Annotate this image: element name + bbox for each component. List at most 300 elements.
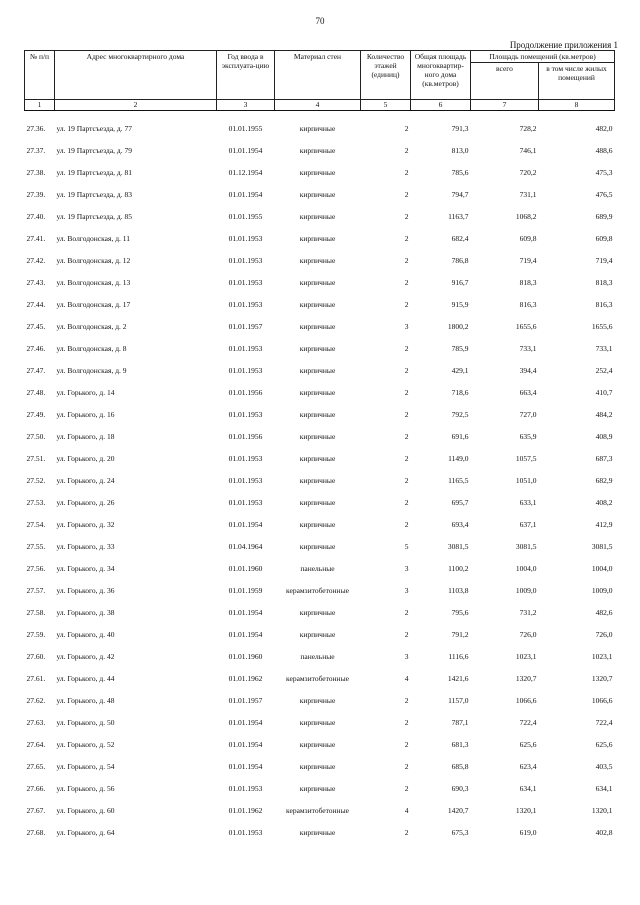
row-total-area: 675,3: [451, 828, 469, 837]
row-premises-total: 633,1: [519, 498, 537, 507]
table-row: [25, 551, 615, 573]
row-address: ул. Горького, д. 34: [56, 564, 115, 573]
row-address: ул. Горького, д. 20: [56, 454, 115, 463]
row-floors: 2: [404, 124, 409, 133]
row-floors: 4: [404, 806, 409, 815]
row-premises-total: 728,2: [519, 124, 537, 133]
row-commission-date: 01.01.1955: [228, 212, 263, 221]
row-premises-total: 1655,6: [515, 322, 537, 331]
row-total-area: 787,1: [451, 718, 469, 727]
row-floors: 2: [404, 278, 409, 287]
row-number: 27.52.: [26, 476, 46, 485]
row-address: ул. Горького, д. 36: [56, 586, 115, 595]
row-floors: 2: [404, 168, 409, 177]
row-premises-total: 634,1: [519, 784, 537, 793]
table-row: [25, 353, 615, 375]
row-number: 27.41.: [26, 234, 46, 243]
row-premises-total: 637,1: [519, 520, 537, 529]
row-wall-material: кирпичные: [299, 476, 336, 485]
row-floors: 2: [404, 212, 409, 221]
row-premises-living: 1320,1: [591, 806, 613, 815]
row-number: 27.55.: [26, 542, 46, 551]
row-address: ул. Волгодонская, д. 8: [56, 344, 127, 353]
row-address: ул. Горького, д. 40: [56, 630, 115, 639]
row-number: 27.44.: [26, 300, 46, 309]
row-premises-total: 1023,1: [515, 652, 537, 661]
row-commission-date: 01.01.1954: [228, 630, 263, 639]
row-floors: 2: [404, 476, 409, 485]
row-total-area: 691,6: [451, 432, 469, 441]
row-premises-total: 727,0: [519, 410, 537, 419]
row-number: 27.40.: [26, 212, 46, 221]
row-commission-date: 01.01.1954: [228, 718, 263, 727]
table-row: [25, 683, 615, 705]
row-floors: 2: [404, 388, 409, 397]
row-wall-material: кирпичные: [299, 740, 336, 749]
row-wall-material: кирпичные: [299, 762, 336, 771]
row-premises-total: 1068,2: [515, 212, 537, 221]
row-address: ул. 19 Партсъезда, д. 81: [56, 168, 132, 177]
row-premises-total: 1066,6: [515, 696, 537, 705]
row-floors: 2: [404, 146, 409, 155]
row-address: ул. Горького, д. 64: [56, 828, 115, 837]
row-premises-total: 1009,0: [515, 586, 537, 595]
row-address: ул. Горького, д. 54: [56, 762, 115, 771]
row-commission-date: 01.01.1953: [228, 498, 263, 507]
row-number: 27.63.: [26, 718, 46, 727]
row-premises-living: 476,5: [595, 190, 613, 199]
table-row: [25, 507, 615, 529]
row-commission-date: 01.01.1953: [228, 234, 263, 243]
row-premises-living: 1004,0: [591, 564, 613, 573]
table-row: [25, 287, 615, 309]
row-number: 27.66.: [26, 784, 46, 793]
row-premises-living: 634,1: [595, 784, 613, 793]
row-premises-living: 1066,6: [591, 696, 613, 705]
row-address: ул. Горького, д. 16: [56, 410, 115, 419]
row-wall-material: кирпичные: [299, 278, 336, 287]
row-address: ул. Горького, д. 48: [56, 696, 115, 705]
row-commission-date: 01.01.1953: [228, 256, 263, 265]
row-premises-total: 1320,1: [515, 806, 537, 815]
row-premises-living: 1320,7: [591, 674, 613, 683]
row-number: 27.64.: [26, 740, 46, 749]
row-wall-material: кирпичные: [299, 322, 336, 331]
table-row: [25, 419, 615, 441]
row-total-area: 792,5: [451, 410, 469, 419]
row-number: 27.37.: [26, 146, 46, 155]
row-wall-material: панельные: [300, 564, 335, 573]
row-address: ул. 19 Партсъезда, д. 85: [56, 212, 132, 221]
table-row: [25, 265, 615, 287]
row-total-area: 785,9: [451, 344, 469, 353]
table-row: [25, 639, 615, 661]
row-number: 27.42.: [26, 256, 46, 265]
table-row: [25, 595, 615, 617]
row-number: 27.65.: [26, 762, 46, 771]
table-row: [25, 155, 615, 177]
row-commission-date: 01.01.1953: [228, 828, 263, 837]
row-wall-material: кирпичные: [299, 300, 336, 309]
row-total-area: 718,6: [451, 388, 469, 397]
table-row: [25, 617, 615, 639]
row-address: ул. Горького, д. 14: [56, 388, 115, 397]
row-address: ул. Волгодонская, д. 2: [56, 322, 127, 331]
row-premises-total: 1057,5: [515, 454, 537, 463]
row-commission-date: 01.01.1953: [228, 476, 263, 485]
row-number: 27.49.: [26, 410, 46, 419]
row-commission-date: 01.01.1953: [228, 300, 263, 309]
row-address: ул. Горького, д. 52: [56, 740, 115, 749]
table-row: [25, 771, 615, 793]
row-number: 27.68.: [26, 828, 46, 837]
row-premises-living: 816,3: [595, 300, 613, 309]
row-premises-living: 687,3: [595, 454, 613, 463]
row-floors: 2: [404, 784, 409, 793]
row-number: 27.62.: [26, 696, 46, 705]
row-total-area: 791,3: [451, 124, 469, 133]
row-wall-material: кирпичные: [299, 432, 336, 441]
row-total-area: 693,4: [451, 520, 469, 529]
row-commission-date: 01.01.1962: [228, 674, 263, 683]
row-total-area: 1157,0: [448, 696, 469, 705]
table-row: [25, 331, 615, 353]
row-premises-living: 408,9: [595, 432, 613, 441]
row-wall-material: керамзитобетонные: [286, 806, 349, 815]
row-premises-total: 1004,0: [515, 564, 537, 573]
row-premises-total: 722,4: [519, 718, 537, 727]
row-total-area: 916,7: [451, 278, 469, 287]
row-commission-date: 01.01.1953: [228, 454, 263, 463]
row-total-area: 915,9: [451, 300, 469, 309]
row-premises-total: 733,1: [519, 344, 537, 353]
page-number: 70: [315, 16, 325, 26]
row-total-area: 794,7: [451, 190, 469, 199]
row-number: 27.47.: [26, 366, 46, 375]
row-premises-total: 731,2: [519, 608, 537, 617]
row-address: ул. Волгодонская, д. 9: [56, 366, 127, 375]
row-floors: 2: [404, 762, 409, 771]
row-wall-material: кирпичные: [299, 190, 336, 199]
row-total-area: 682,4: [451, 234, 469, 243]
header-floors: Количество этажей (единиц): [361, 51, 411, 100]
row-address: ул. Волгодонская, д. 17: [56, 300, 131, 309]
row-address: ул. Волгодонская, д. 11: [56, 234, 130, 243]
row-number: 27.38.: [26, 168, 46, 177]
row-wall-material: панельные: [300, 652, 335, 661]
row-total-area: 813,0: [451, 146, 469, 155]
row-number: 27.67.: [26, 806, 46, 815]
table-row: [25, 177, 615, 199]
row-number: 27.36.: [26, 124, 46, 133]
row-premises-total: 731,1: [519, 190, 537, 199]
row-premises-living: 1655,6: [591, 322, 613, 331]
row-commission-date: 01.01.1956: [228, 432, 263, 441]
row-premises-living: 412,9: [595, 520, 613, 529]
row-address: ул. Горького, д. 18: [56, 432, 115, 441]
row-wall-material: кирпичные: [299, 828, 336, 837]
row-total-area: 690,3: [451, 784, 469, 793]
row-floors: 4: [404, 674, 409, 683]
row-commission-date: 01.01.1957: [228, 322, 263, 331]
row-floors: 2: [404, 696, 409, 705]
row-commission-date: 01.01.1957: [228, 696, 263, 705]
row-number: 27.53.: [26, 498, 46, 507]
row-premises-living: 488,6: [595, 146, 613, 155]
row-floors: 2: [404, 454, 409, 463]
row-commission-date: 01.01.1956: [228, 388, 263, 397]
row-floors: 2: [404, 498, 409, 507]
row-commission-date: 01.01.1954: [228, 740, 263, 749]
row-address: ул. Горького, д. 24: [56, 476, 115, 485]
row-premises-total: 394,4: [519, 366, 537, 375]
row-premises-living: 689,9: [595, 212, 613, 221]
row-premises-total: 663,4: [519, 388, 537, 397]
row-premises-living: 403,5: [595, 762, 613, 771]
row-wall-material: кирпичные: [299, 520, 336, 529]
row-premises-total: 816,3: [519, 300, 537, 309]
column-number: 6: [411, 100, 471, 111]
row-total-area: 791,2: [451, 630, 469, 639]
row-commission-date: 01.01.1960: [228, 652, 263, 661]
column-number: 5: [361, 100, 411, 111]
row-commission-date: 01.12.1954: [228, 168, 263, 177]
row-number: 27.61.: [26, 674, 46, 683]
row-wall-material: кирпичные: [299, 344, 336, 353]
row-wall-material: кирпичные: [299, 630, 336, 639]
row-premises-living: 3081,5: [591, 542, 613, 551]
table-row: [25, 815, 615, 837]
table-body: [25, 111, 615, 838]
row-wall-material: кирпичные: [299, 718, 336, 727]
header-premises-area: Площадь помещений (кв.метров): [471, 51, 615, 63]
row-wall-material: кирпичные: [299, 168, 336, 177]
row-address: ул. Горького, д. 42: [56, 652, 115, 661]
row-premises-total: 625,6: [519, 740, 537, 749]
column-number: 8: [539, 100, 615, 111]
row-commission-date: 01.01.1955: [228, 124, 263, 133]
header-no: № п/п: [25, 51, 55, 100]
row-floors: 2: [404, 366, 409, 375]
row-floors: 2: [404, 718, 409, 727]
row-total-area: 785,6: [451, 168, 469, 177]
column-number: 7: [471, 100, 539, 111]
table-row: [25, 441, 615, 463]
row-premises-living: 484,2: [595, 410, 613, 419]
table-row: [25, 749, 615, 771]
row-floors: 2: [404, 740, 409, 749]
row-total-area: 795,6: [451, 608, 469, 617]
row-number: 27.46.: [26, 344, 46, 353]
table-row: [25, 397, 615, 419]
row-number: 27.39.: [26, 190, 46, 199]
row-premises-living: 722,4: [595, 718, 613, 727]
row-commission-date: 01.01.1953: [228, 784, 263, 793]
row-address: ул. Горького, д. 38: [56, 608, 115, 617]
table-row: [25, 727, 615, 749]
table-row: [25, 529, 615, 551]
row-premises-total: 1051,0: [515, 476, 537, 485]
row-premises-living: 818,3: [595, 278, 613, 287]
row-wall-material: кирпичные: [299, 498, 336, 507]
row-wall-material: кирпичные: [299, 784, 336, 793]
row-premises-living: 625,6: [595, 740, 613, 749]
row-total-area: 681,3: [451, 740, 469, 749]
row-commission-date: 01.01.1962: [228, 806, 263, 815]
row-floors: 2: [404, 234, 409, 243]
column-number: 3: [217, 100, 275, 111]
row-floors: 2: [404, 432, 409, 441]
row-premises-total: 609,8: [519, 234, 537, 243]
row-number: 27.43.: [26, 278, 46, 287]
row-number: 27.60.: [26, 652, 46, 661]
row-number: 27.50.: [26, 432, 46, 441]
housing-registry-table: [24, 50, 615, 837]
row-total-area: 1420,7: [447, 806, 469, 815]
row-commission-date: 01.01.1954: [228, 608, 263, 617]
row-total-area: 1163,7: [448, 212, 469, 221]
row-wall-material: кирпичные: [299, 212, 336, 221]
column-number: 4: [275, 100, 361, 111]
row-premises-total: 720,2: [519, 168, 537, 177]
table-row: [25, 705, 615, 727]
row-commission-date: 01.01.1954: [228, 762, 263, 771]
row-commission-date: 01.01.1953: [228, 366, 263, 375]
row-floors: 2: [404, 520, 409, 529]
header-premises-total: всего: [471, 63, 539, 100]
column-number: 2: [55, 100, 217, 111]
row-address: ул. Горького, д. 56: [56, 784, 115, 793]
header-premises-living: в том числе жилых помещений: [539, 63, 615, 100]
row-wall-material: керамзитобетонные: [286, 674, 349, 683]
row-commission-date: 01.01.1954: [228, 146, 263, 155]
row-premises-living: 410,7: [595, 388, 613, 397]
row-number: 27.59.: [26, 630, 46, 639]
row-commission-date: 01.04.1964: [228, 542, 263, 551]
row-total-area: 3081,5: [447, 542, 469, 551]
row-premises-total: 623,4: [519, 762, 537, 771]
table-row: [25, 243, 615, 265]
row-floors: 2: [404, 410, 409, 419]
row-premises-total: 746,1: [519, 146, 537, 155]
header-material: Материал стен: [275, 51, 361, 100]
header-address: Адрес многоквартирного дома: [55, 51, 217, 100]
row-number: 27.51.: [26, 454, 46, 463]
row-premises-living: 726,0: [595, 630, 613, 639]
row-wall-material: кирпичные: [299, 256, 336, 265]
row-premises-living: 682,9: [595, 476, 613, 485]
row-premises-living: 1009,0: [591, 586, 613, 595]
row-floors: 2: [404, 190, 409, 199]
row-number: 27.54.: [26, 520, 46, 529]
row-premises-living: 609,8: [595, 234, 613, 243]
row-total-area: 685,8: [451, 762, 469, 771]
table-row: [25, 573, 615, 595]
row-number: 27.56.: [26, 564, 46, 573]
table-row: [25, 133, 615, 155]
row-floors: 2: [404, 344, 409, 353]
row-premises-total: 1320,7: [515, 674, 537, 683]
continuation-note: Продолжение приложения 1: [509, 40, 618, 50]
row-wall-material: кирпичные: [299, 696, 336, 705]
row-floors: 3: [404, 652, 409, 661]
row-floors: 3: [404, 322, 409, 331]
row-total-area: 1149,0: [448, 454, 469, 463]
row-floors: 2: [404, 828, 409, 837]
row-floors: 2: [404, 300, 409, 309]
row-total-area: 1100,2: [448, 564, 469, 573]
row-premises-total: 726,0: [519, 630, 537, 639]
table-row: [25, 199, 615, 221]
row-number: 27.45.: [26, 322, 46, 331]
row-wall-material: кирпичные: [299, 608, 336, 617]
row-wall-material: керамзитобетонные: [286, 586, 349, 595]
table-row: [25, 661, 615, 683]
row-premises-total: 635,9: [519, 432, 537, 441]
row-number: 27.48.: [26, 388, 46, 397]
row-address: ул. Горького, д. 44: [56, 674, 115, 683]
row-premises-total: 619,0: [519, 828, 537, 837]
row-floors: 3: [404, 564, 409, 573]
row-floors: 3: [404, 586, 409, 595]
table-row: [25, 111, 615, 134]
row-commission-date: 01.01.1953: [228, 410, 263, 419]
row-premises-living: 402,8: [595, 828, 613, 837]
row-wall-material: кирпичные: [299, 366, 336, 375]
table-row: [25, 375, 615, 397]
table-row: [25, 485, 615, 507]
row-premises-living: 482,6: [595, 608, 613, 617]
row-total-area: 1421,6: [447, 674, 469, 683]
header-year: Год ввода в эксплуата-цию: [217, 51, 275, 100]
row-address: ул. Горького, д. 50: [56, 718, 115, 727]
row-address: ул. Горького, д. 32: [56, 520, 115, 529]
row-premises-living: 733,1: [595, 344, 613, 353]
row-floors: 5: [404, 542, 409, 551]
row-total-area: 1103,8: [448, 586, 469, 595]
row-commission-date: 01.01.1960: [228, 564, 263, 573]
row-address: ул. Горького, д. 60: [56, 806, 115, 815]
row-commission-date: 01.01.1954: [228, 190, 263, 199]
row-premises-living: 1023,1: [591, 652, 613, 661]
row-wall-material: кирпичные: [299, 146, 336, 155]
column-number: 1: [25, 100, 55, 111]
row-floors: 2: [404, 608, 409, 617]
row-address: ул. Волгодонская, д. 12: [56, 256, 131, 265]
table-row: [25, 309, 615, 331]
row-address: ул. 19 Партсъезда, д. 77: [56, 124, 132, 133]
row-commission-date: 01.01.1959: [228, 586, 263, 595]
header-total-area: Общая площадь многоквартир-ного дома (кв.метров): [411, 51, 471, 100]
row-premises-total: 3081,5: [515, 542, 537, 551]
row-commission-date: 01.01.1953: [228, 344, 263, 353]
table-row: [25, 793, 615, 815]
row-wall-material: кирпичные: [299, 542, 336, 551]
row-premises-living: 475,3: [595, 168, 613, 177]
row-premises-living: 252,4: [595, 366, 613, 375]
row-number: 27.57.: [26, 586, 46, 595]
row-address: ул. Горького, д. 33: [56, 542, 115, 551]
row-premises-total: 719,4: [519, 256, 537, 265]
row-wall-material: кирпичные: [299, 410, 336, 419]
row-premises-living: 482,0: [595, 124, 613, 133]
table-row: [25, 221, 615, 243]
row-premises-total: 818,3: [519, 278, 537, 287]
row-total-area: 1800,2: [447, 322, 469, 331]
row-total-area: 1165,5: [448, 476, 469, 485]
row-wall-material: кирпичные: [299, 124, 336, 133]
row-address: ул. Горького, д. 26: [56, 498, 115, 507]
